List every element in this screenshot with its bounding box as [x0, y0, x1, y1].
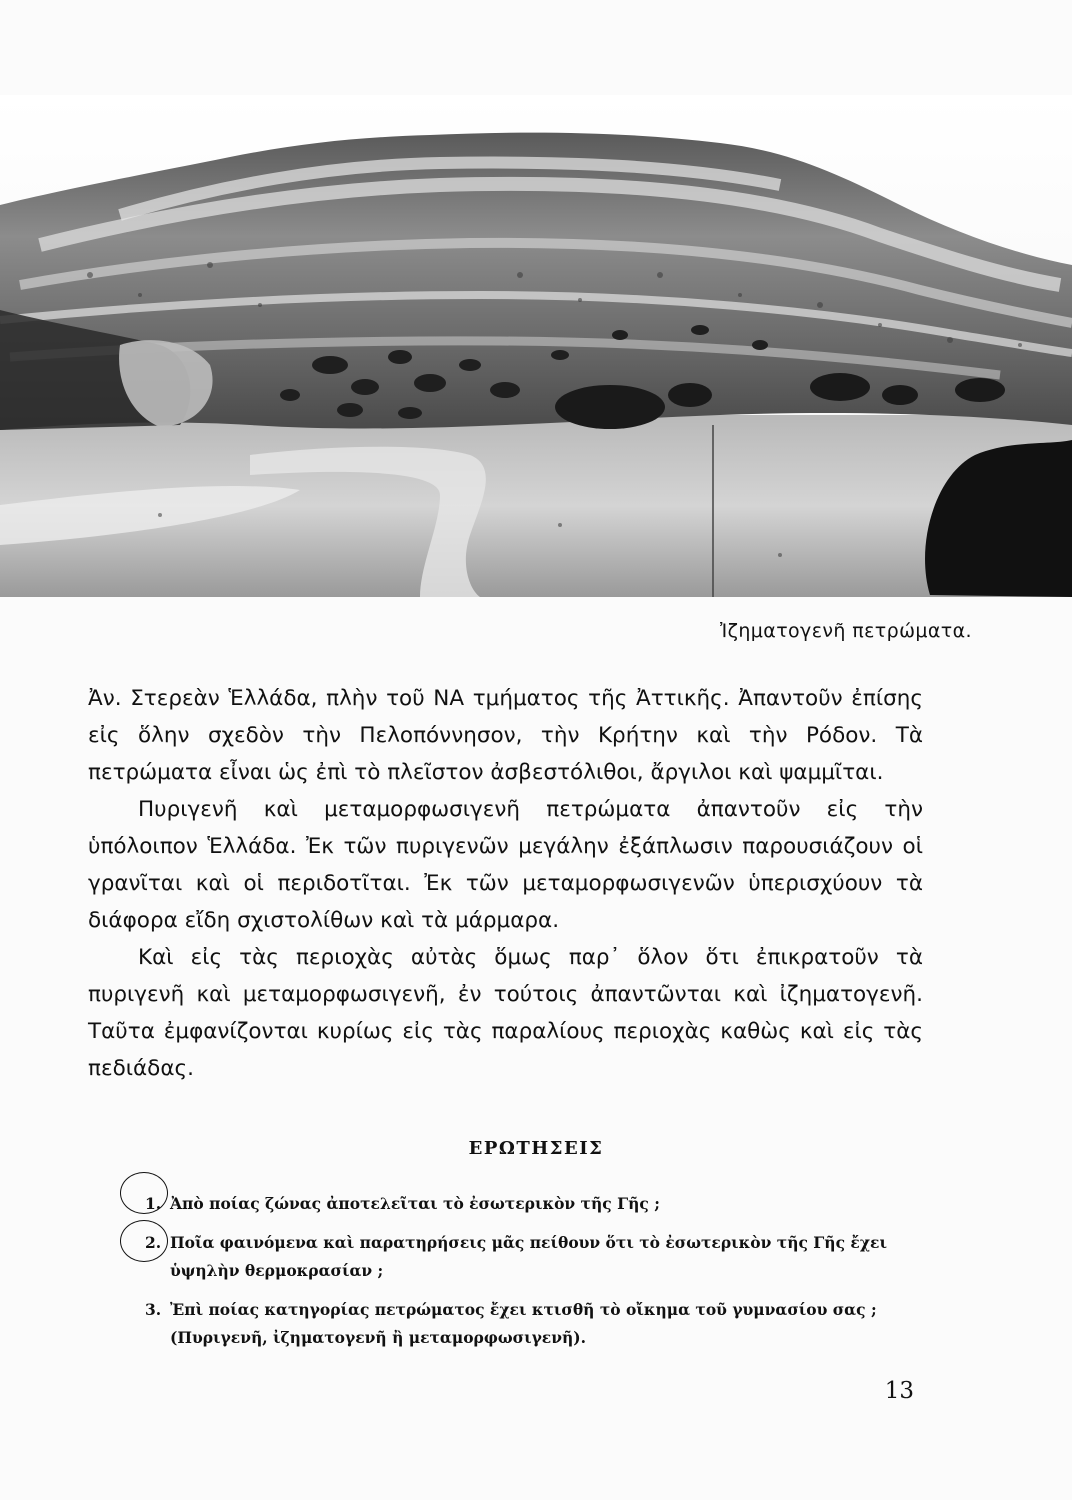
paragraph-1: Ἀν. Στερεὰν Ἑλλάδα, πλὴν τοῦ ΝΑ τμήματος τῆς Ἀττικῆς. Ἀπαντοῦν ἐπίσης εἰς ὅλην σχεδὸν τὴν Πελοπόννησον, τὴν Κρήτην καὶ τὴν Ρόδον. Τὰ πετρώματα εἶναι ὡς ἐπὶ τὸ πλεῖστον ἀσβεστόλιθοι, ἄργιλοι καὶ ψαμμῖται. [88, 686, 923, 785]
question-number: 3. [145, 1300, 162, 1319]
question-number: 1. [145, 1194, 162, 1213]
question-text: Ἐπὶ ποίας κατηγορίας πετρώματος ἔχει κτισθῆ τὸ οἴκημα τοῦ γυμνασίου σας ; (Πυριγενῆ, ἰζηματογενῆ ἢ μεταμορφωσιγενῆ). [170, 1300, 877, 1347]
body-text [88, 680, 923, 1087]
paragraph-2: Πυριγενῆ καὶ μεταμορφωσιγενῆ πετρώματα ἀπαντοῦν εἰς τὴν ὑπόλοιπον Ἑλλάδα. Ἐκ τῶν πυριγενῶν μεγάλην ἐξάπλωσιν παρουσιάζουν οἱ γρανῖται καὶ οἱ περιδοτῖται. Ἐκ τῶν μεταμορφωσιγενῶν ὑπερισχύουν τὰ διάφορα εἴδη σχιστολίθων καὶ τὰ μάρμαρα. [88, 797, 923, 933]
sedimentary-rocks-photo [0, 95, 1072, 597]
question-item [145, 1190, 915, 1218]
question-text: Ἀπὸ ποίας ζώνας ἀποτελεῖται τὸ ἐσωτερικὸν τῆς Γῆς ; [170, 1194, 660, 1213]
question-text: Ποῖα φαινόμενα καὶ παρατηρήσεις μᾶς πείθουν ὅτι τὸ ἐσωτερικὸν τῆς Γῆς ἔχει ὑψηλὴν θερμοκρασίαν ; [170, 1233, 887, 1280]
question-item [145, 1229, 915, 1285]
question-number: 2. [145, 1233, 162, 1252]
question-item [145, 1296, 915, 1352]
paragraph-3: Καὶ εἰς τὰς περιοχὰς αὐτὰς ὅμως παρ᾽ ὅλον ὅτι ἐπικρατοῦν τὰ πυριγενῆ καὶ μεταμορφωσιγενῆ, ἐν τούτοις ἀπαντῶνται καὶ ἰζηματογενῆ. Ταῦτα ἐμφανίζονται κυρίως εἰς τὰς παραλίους περιοχὰς καθὼς καὶ εἰς τὰς πεδιάδας. [88, 945, 923, 1081]
page-number: 13 [884, 1378, 914, 1404]
questions-heading: ΕΡΩΤΗΣΕΙΣ [468, 1138, 604, 1159]
questions-list [145, 1190, 915, 1363]
figure-caption: Ἰζηματογενῆ πετρώματα. [719, 620, 972, 642]
